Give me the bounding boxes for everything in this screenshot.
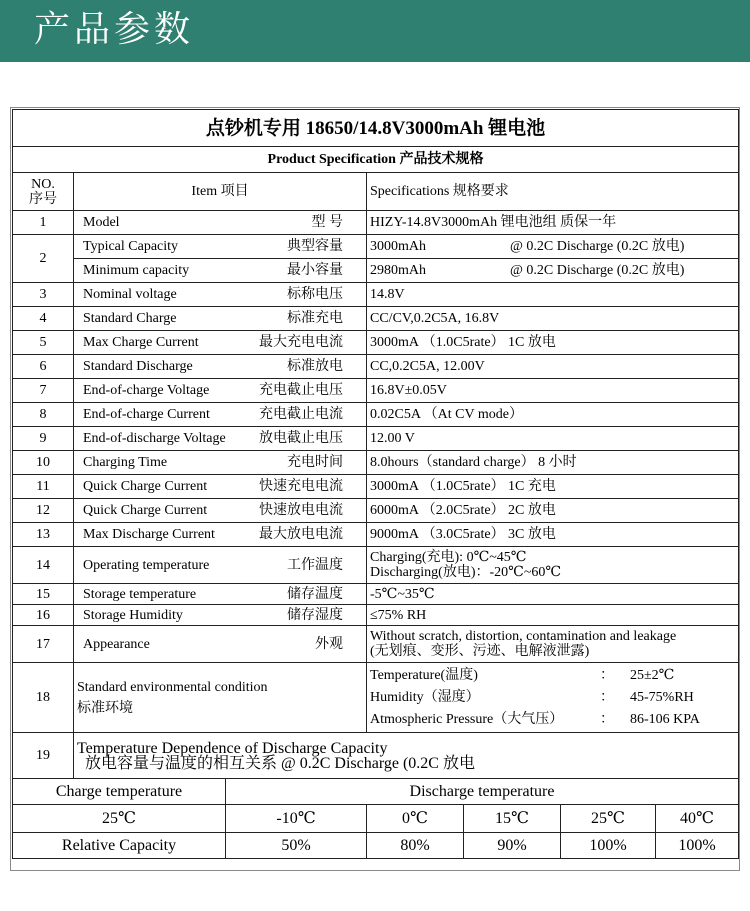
capacity-value-row: Relative Capacity 50% 80% 90% 100% 100% xyxy=(13,833,739,859)
table-row: Minimum capacity 最小容量 2980mAh @ 0.2C Discharge (0.2C 放电) xyxy=(13,259,739,283)
charge-temp-label: Charge temperature xyxy=(13,779,226,805)
column-header-item: Item 项目 xyxy=(74,173,367,211)
table-row: 8 End-of-charge Current 充电截止电流 0.02C5A （At CV mode） xyxy=(13,403,739,427)
table-row: 5 Max Charge Current 最大充电电流 3000mA （1.0C5rate） 1C 放电 xyxy=(13,331,739,355)
table-row: 7 End-of-charge Voltage 充电截止电压 16.8V±0.05V xyxy=(13,379,739,403)
table-row: 1 Model 型 号 HIZY-14.8V3000mAh 锂电池组 质保一年 xyxy=(13,211,739,235)
page-title: 产品参数 xyxy=(34,9,195,50)
table-row: 14 Operating temperature 工作温度 Charging(充电): 0℃~45℃ Discharging(放电)：-20℃~60℃ xyxy=(13,547,739,584)
table-row: 4 Standard Charge 标准充电 CC/CV,0.2C5A, 16.8V xyxy=(13,307,739,331)
page-header xyxy=(0,0,750,62)
table-row: 19 Temperature Dependence of Discharge Capacity 放电容量与温度的相互关系 @ 0.2C Discharge (0.2C 放电 xyxy=(13,733,739,779)
table-row: 3 Nominal voltage 标称电压 14.8V xyxy=(13,283,739,307)
table-row: 18 Standard environmental condition 标准环境 Temperature(温度) ： 25±2℃ Humidity（湿度） ： 45-75%RH Atmospheric Pressure（大气压） ： 86-106 KPA xyxy=(13,663,739,733)
column-header-no: NO. 序号 xyxy=(13,173,74,211)
column-header-spec: Specifications 规格要求 xyxy=(367,173,739,211)
table-row: 15 Storage temperature 储存温度 -5℃~35℃ xyxy=(13,584,739,605)
document-title: 点钞机专用 18650/14.8V3000mAh 锂电池 xyxy=(13,110,739,147)
discharge-temp-label: Discharge temperature xyxy=(226,779,739,805)
table-row: 16 Storage Humidity 储存湿度 ≤75% RH xyxy=(13,605,739,626)
table-row: 12 Quick Charge Current 快速放电电流 6000mA （2.0C5rate） 2C 放电 xyxy=(13,499,739,523)
capacity-temp-row: 25℃ -10℃ 0℃ 15℃ 25℃ 40℃ xyxy=(13,805,739,833)
table-row: 2 Typical Capacity 典型容量 3000mAh @ 0.2C Discharge (0.2C 放电) xyxy=(13,235,739,259)
table-row: 11 Quick Charge Current 快速充电电流 3000mA （1.0C5rate） 1C 充电 xyxy=(13,475,739,499)
table-row: 13 Max Discharge Current 最大放电电流 9000mA （3.0C5rate） 3C 放电 xyxy=(13,523,739,547)
capacity-header-row xyxy=(13,779,739,805)
table-row: 17 Appearance 外观 Without scratch, distortion, contamination and leakage (无划痕、变形、污迹、电解液泄露) xyxy=(13,626,739,663)
table-row: 6 Standard Discharge 标准放电 CC,0.2C5A, 12.00V xyxy=(13,355,739,379)
spec-table xyxy=(12,109,738,859)
table-row: 9 End-of-discharge Voltage 放电截止电压 12.00 V xyxy=(13,427,739,451)
table-row: 10 Charging Time 充电时间 8.0hours（standard charge） 8 小时 xyxy=(13,451,739,475)
document-subtitle: Product Specification 产品技术规格 xyxy=(13,147,739,173)
